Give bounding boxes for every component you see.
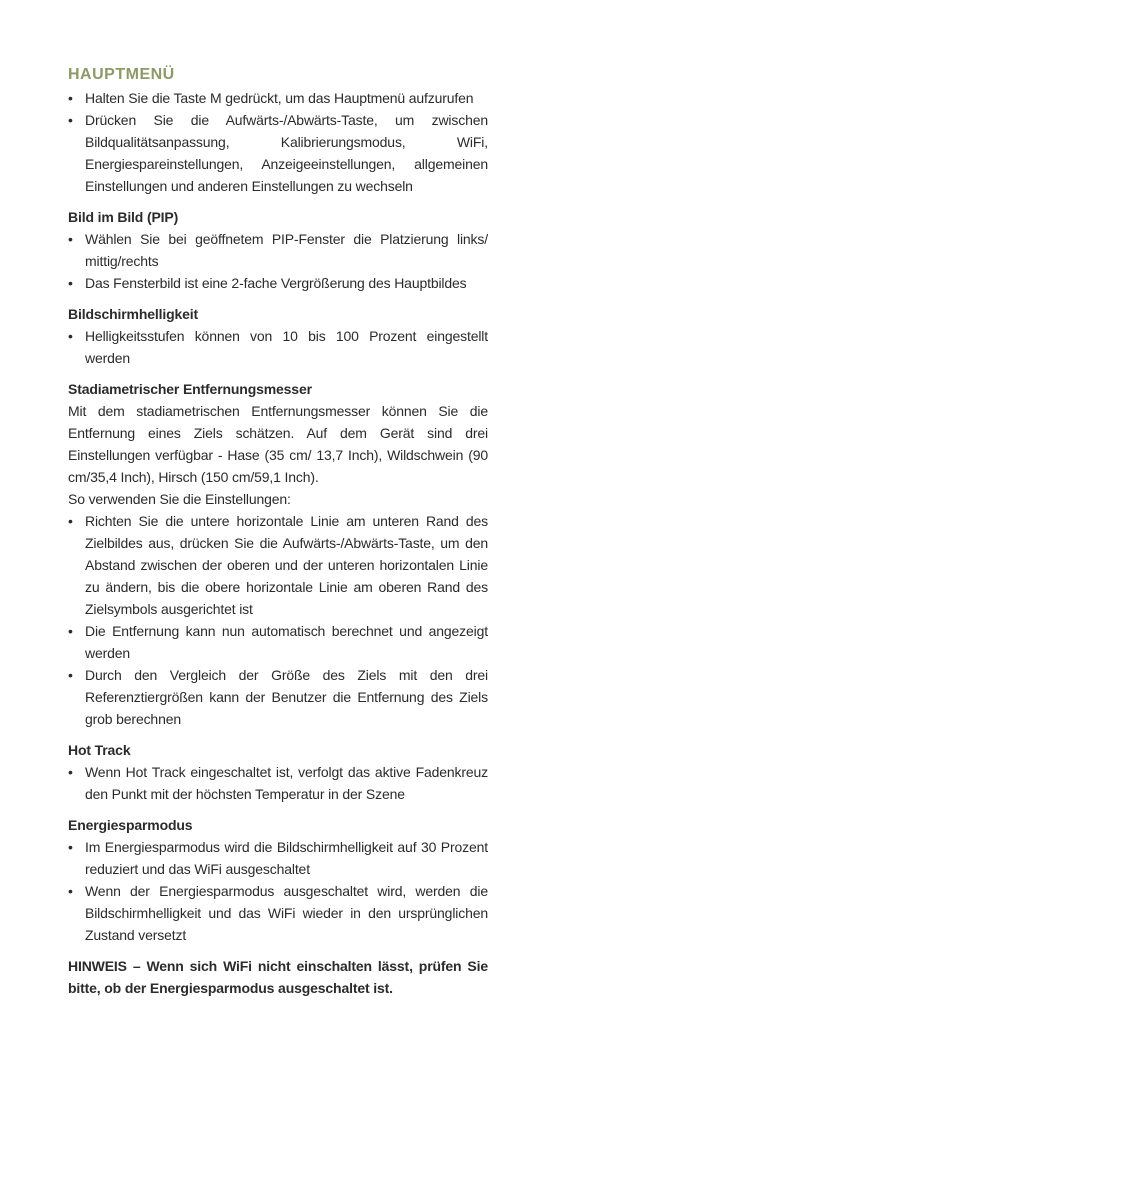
bullet-icon: • [68, 328, 73, 344]
bullet-icon: • [68, 275, 73, 291]
bullet-icon: • [68, 839, 73, 855]
list-item-text: Wenn Hot Track eingeschaltet ist, verfolgt das aktive Fadenkreuz den Punkt mit der höchsten Temperatur in der Szene [85, 764, 488, 802]
list-item [68, 620, 488, 664]
bullet-icon: • [68, 764, 73, 780]
hot-track-title: Hot Track [68, 742, 131, 758]
bullet-icon: • [68, 231, 73, 247]
list-item-text: Wenn der Energiesparmodus ausgeschaltet wird, werden die Bildschirmhelligkeit und das WiFi wieder in den ursprünglichen Zustand versetzt [85, 883, 488, 943]
list-item-text: Das Fensterbild ist eine 2-fache Vergrößerung des Hauptbildes [85, 275, 467, 291]
bullet-icon: • [68, 112, 73, 128]
brightness-title: Bildschirmhelligkeit [68, 306, 199, 322]
note-text: HINWEIS – Wenn sich WiFi nicht einschalten lässt, prüfen Sie bitte, ob der Energiesparmodus ausgeschaltet ist. [68, 958, 488, 996]
bullet-icon: • [68, 513, 73, 529]
list-item-text: Drücken Sie die Aufwärts-/Abwärts-Taste, um zwischen Bildqualitätsanpassung, Kalibrierungsmodus, WiFi, Energiespareinstellungen, Anzeigeeinstellungen, allgemeinen Einstellungen und anderen Einstellungen zu wechseln [85, 112, 488, 194]
list-item [68, 664, 488, 730]
list-item-text: Die Entfernung kann nun automatisch berechnet und angezeigt werden [85, 623, 488, 661]
rangefinder-title: Stadiametrischer Entfernungsmesser [68, 381, 312, 397]
list-item [68, 325, 488, 369]
bullet-icon: • [68, 90, 73, 106]
power-saving-list [68, 836, 488, 946]
power-saving-title: Energiesparmodus [68, 817, 193, 833]
list-item-text: Im Energiesparmodus wird die Bildschirmhelligkeit auf 30 Prozent reduziert und das WiFi ausgeschaltet [85, 839, 488, 877]
bullet-icon: • [68, 667, 73, 683]
main-menu-title: HAUPTMENÜ [68, 66, 175, 83]
brightness-list [68, 325, 488, 369]
pip-list [68, 228, 488, 294]
list-item-text: Helligkeitsstufen können von 10 bis 100 Prozent eingestellt werden [85, 328, 488, 366]
rangefinder-list [68, 510, 488, 730]
list-item [68, 880, 488, 946]
pip-title: Bild im Bild (PIP) [68, 209, 179, 225]
list-item [68, 836, 488, 880]
list-item-text: Wählen Sie bei geöffnetem PIP-Fenster die Platzierung links/ mittig/rechts [85, 231, 488, 269]
list-item [68, 87, 488, 109]
list-item [68, 109, 488, 197]
bullet-icon: • [68, 623, 73, 639]
bullet-icon: • [68, 883, 73, 899]
list-item [68, 272, 488, 294]
manual-page [68, 64, 488, 999]
list-item-text: Richten Sie die untere horizontale Linie am unteren Rand des Zielbildes aus, drücken Sie die Aufwärts-/Abwärts-Taste, um den Abstand zwischen der oberen und der unteren horizontalen Linie zu ändern, bis die obere horizontale Linie am oberen Rand des Zielsymbols ausgerichtet ist [85, 513, 488, 617]
rangefinder-usage: So verwenden Sie die Einstellungen: [68, 491, 291, 507]
rangefinder-intro: Mit dem stadiametrischen Entfernungsmesser können Sie die Entfernung eines Ziels schätzen. Auf dem Gerät sind drei Einstellungen verfügbar - Hase (35 cm/ 13,7 Inch), Wildschwein (90 cm/35,4 Inch), Hirsch (150 cm/59,1 Inch). [68, 403, 488, 485]
main-menu-list [68, 87, 488, 197]
list-item-text: Durch den Vergleich der Größe des Ziels mit den drei Referenztiergrößen kann der Benutzer die Entfernung des Ziels grob berechnen [85, 667, 488, 727]
list-item [68, 761, 488, 805]
hot-track-list [68, 761, 488, 805]
list-item [68, 228, 488, 272]
list-item-text: Halten Sie die Taste M gedrückt, um das Hauptmenü aufzurufen [85, 90, 474, 106]
list-item [68, 510, 488, 620]
